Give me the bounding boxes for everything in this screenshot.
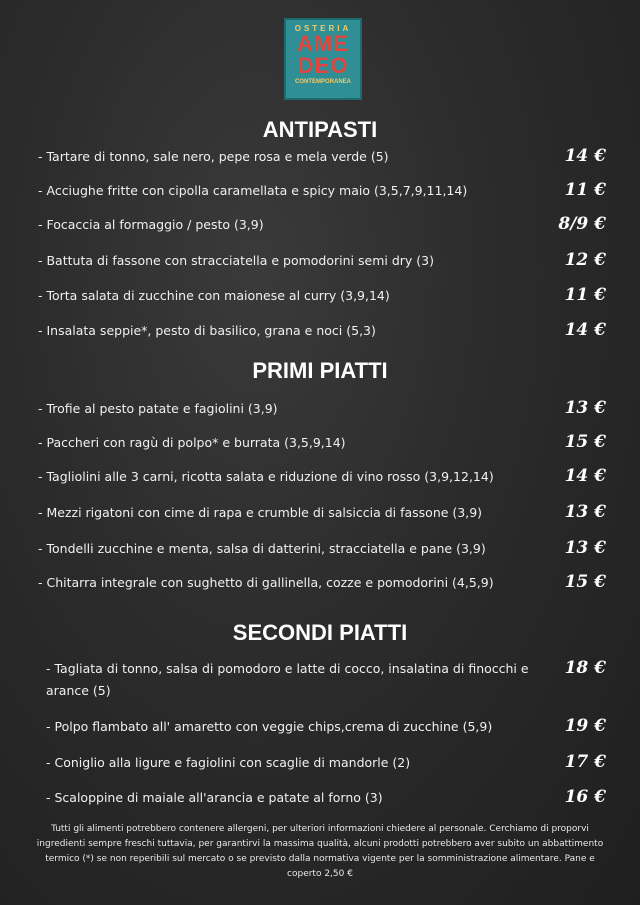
section-title-primi: PRIMI PIATTI [252,358,388,383]
item-description: - Tagliolini alle 3 carni, ricotta salata e riduzione di vino rosso (3,9,12,14) [38,469,494,484]
item-price: 13 € [564,502,606,522]
item-price: 11 € [564,285,606,305]
item-description: - Scaloppine di maiale all'arancia e patate al forno (3) [46,790,383,805]
logo-top-text: OSTERIA [294,24,352,33]
item-price: 18 € [564,658,606,678]
item-description: - Mezzi rigatoni con cime di rapa e crumble di salsiccia di fassone (3,9) [38,505,483,520]
item-price: 14 € [564,320,606,340]
item-price: 17 € [564,752,606,772]
item-description: - Tagliata di tonno, salsa di pomodoro e latte di cocco, insalatina di finocchi e arance (5) [46,661,529,698]
item-description: - Paccheri con ragù di polpo* e burrata (3,5,9,14) [38,435,346,450]
item-description: - Polpo flambato all' amaretto con veggie chips,crema di zucchine (5,9) [46,719,493,734]
item-description: - Insalata seppie*, pesto di basilico, grana e noci (5,3) [38,323,376,338]
item-price: 15 € [564,572,606,592]
section-title-antipasti: ANTIPASTI [262,117,378,142]
item-price: 8/9 € [558,214,606,234]
item-description: - Chitarra integrale con sughetto di gallinella, cozze e pomodorini (4,5,9) [38,575,494,590]
logo-bottom-text: CONTEMPORANEA [294,79,351,85]
item-price: 13 € [564,398,606,418]
item-price: 16 € [564,787,606,807]
logo-line1: AME [297,31,349,56]
item-description: - Coniglio alla ligure e fagiolini con scaglie di mandorle (2) [46,755,411,770]
item-price: 12 € [564,250,606,270]
allergen-footer-note: Tutti gli alimenti potrebbero contenere allergeni, per ulteriori informazioni chiedere al personale. Cerchiamo di proporvi ingredienti sempre freschi tuttavia, per garantirvi la massima qualità, alcuni prodotti potrebbero aver subito un abbattimento termico (*) se non reperibili sul mercato o se previsto dalla normativa vigente per la somministrazione alimentare. Pane e coperto 2,50 € [36,824,604,879]
item-description: - Battuta di fassone con stracciatella e pomodorini semi dry (3) [38,253,434,268]
section-title-secondi: SECONDI PIATTI [232,620,408,645]
restaurant-logo [284,18,362,100]
item-description: - Focaccia al formaggio / pesto (3,9) [38,217,264,232]
item-description: - Torta salata di zucchine con maionese al curry (3,9,14) [38,288,390,303]
item-description: - Trofie al pesto patate e fagiolini (3,9) [38,401,278,416]
logo-line2: DEO [297,53,349,78]
item-price: 14 € [564,466,606,486]
item-price: 14 € [564,146,606,166]
item-price: 11 € [564,180,606,200]
item-description: - Tondelli zucchine e menta, salsa di datterini, stracciatella e pane (3,9) [38,541,486,556]
item-price: 13 € [564,538,606,558]
item-price: 19 € [564,716,606,736]
item-price: 15 € [564,432,606,452]
item-description: - Acciughe fritte con cipolla caramellata e spicy maio (3,5,7,9,11,14) [38,183,468,198]
item-description: - Tartare di tonno, sale nero, pepe rosa e mela verde (5) [38,149,389,164]
